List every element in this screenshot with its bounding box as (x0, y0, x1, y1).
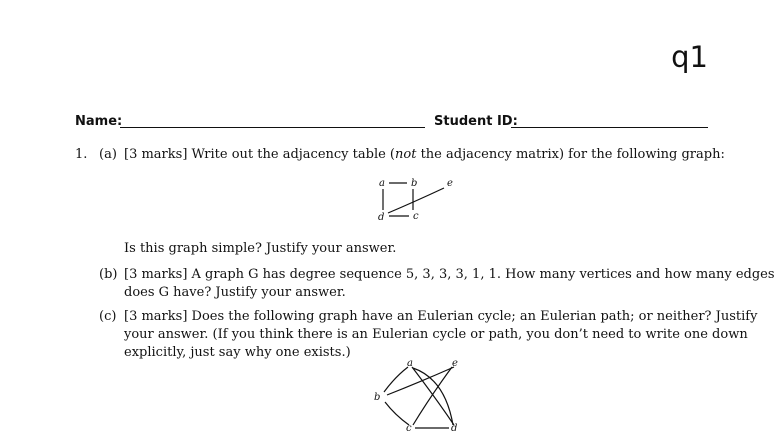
part-b-label: (b) (99, 267, 118, 282)
part-a-text: [3 marks] Write out the adjacency table (not the adjacency matrix) for the following graph: (124, 147, 725, 162)
vertex-c: c (406, 423, 412, 434)
vertex-b: b (411, 178, 418, 189)
part-c-label: (c) (99, 309, 117, 324)
part-c-line1: [3 marks] Does the following graph have an Eulerian cycle; an Eulerian path; or neither? Justify (124, 309, 758, 324)
question-number: 1. (75, 147, 88, 162)
vertex-b: b (374, 392, 381, 403)
part-a-label: (a) (99, 147, 117, 162)
page-label: q1 (671, 40, 708, 74)
part-b-line1: [3 marks] A graph G has degree sequence 5, 3, 3, 3, 1, 1. How many vertices and how many edges (124, 267, 775, 282)
edge-d-e (388, 188, 444, 213)
name-label: Name: (75, 114, 123, 129)
vertex-a: a (379, 178, 385, 189)
name-field[interactable] (120, 127, 425, 128)
vertex-d: d (451, 423, 458, 434)
student-id-label: Student ID: (434, 114, 518, 129)
vertex-e: e (447, 178, 453, 189)
vertex-a: a (407, 358, 413, 369)
edge-b-c (385, 402, 409, 425)
part-a-followup: Is this graph simple? Justify your answer. (124, 241, 397, 256)
student-id-field[interactable] (511, 127, 708, 128)
vertex-e: e (452, 358, 458, 369)
graph-c (365, 357, 475, 441)
graph-a (370, 174, 460, 226)
vertex-d: d (378, 212, 385, 223)
vertex-c: c (413, 211, 419, 222)
part-c-line2: your answer. (If you think there is an Eulerian cycle or path, you don’t need to write one down (124, 327, 748, 342)
part-b-line2: does G have? Justify your answer. (124, 285, 346, 300)
part-c-line3: explicitly, just say why one exists.) (124, 345, 351, 360)
